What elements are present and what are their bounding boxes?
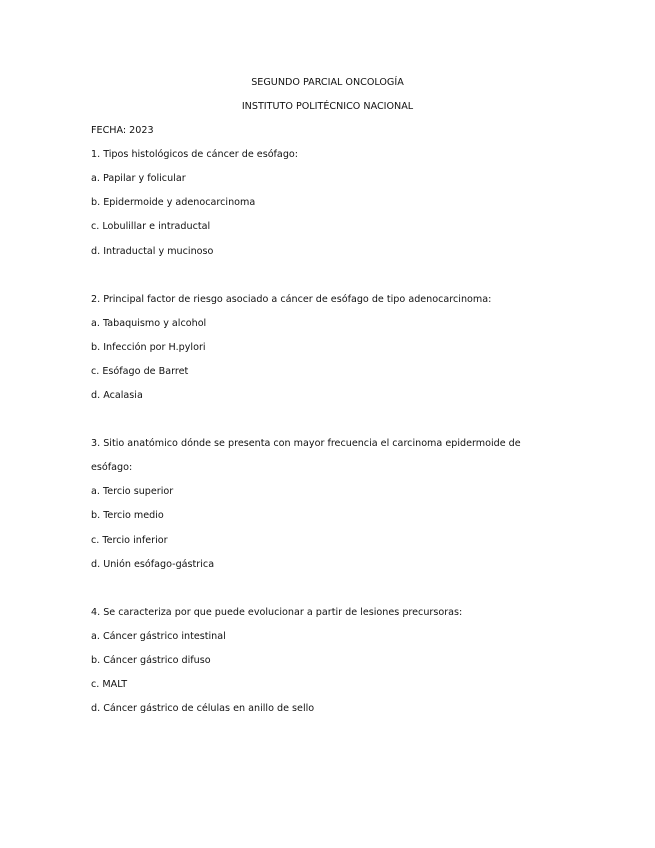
question-2-option-d: d. Acalasia [91,390,143,401]
question-2-option-b: b. Infección por H.pylori [91,342,206,353]
question-1-option-b: b. Epidermoide y adenocarcinoma [91,197,256,208]
question-1-option-d: d. Intraductal y mucinoso [91,246,214,257]
question-3-option-a: a. Tercio superior [91,486,174,497]
question-4-option-d: d. Cáncer gástrico de células en anillo de sello [91,703,315,714]
question-3-text-continued: esófago: [91,462,133,473]
question-1-option-a: a. Papilar y folicular [91,173,186,184]
question-3-option-c: c. Tercio inferior [91,535,168,546]
question-4-option-c: c. MALT [91,679,128,690]
question-1-text: 1. Tipos histológicos de cáncer de esófago: [91,149,299,160]
question-2-option-a: a. Tabaquismo y alcohol [91,318,207,329]
institution-name: INSTITUTO POLITÉCNICO NACIONAL [241,101,414,112]
question-3-option-b: b. Tercio medio [91,510,164,521]
question-4-option-a: a. Cáncer gástrico intestinal [91,631,226,642]
question-3-option-d: d. Unión esófago-gástrica [91,559,215,570]
question-4-text: 4. Se caracteriza por que puede evolucionar a partir de lesiones precursoras: [91,607,463,618]
question-3-text: 3. Sitio anatómico dónde se presenta con mayor frecuencia el carcinoma epidermoide de [91,438,521,449]
question-1-option-c: c. Lobulillar e intraductal [91,221,211,232]
exam-date: FECHA: 2023 [91,125,154,136]
exam-title: SEGUNDO PARCIAL ONCOLOGÍA [251,77,404,88]
question-4-option-b: b. Cáncer gástrico difuso [91,655,211,666]
question-2-text: 2. Principal factor de riesgo asociado a cáncer de esófago de tipo adenocarcinoma: [91,294,492,305]
question-2-option-c: c. Esófago de Barret [91,366,189,377]
